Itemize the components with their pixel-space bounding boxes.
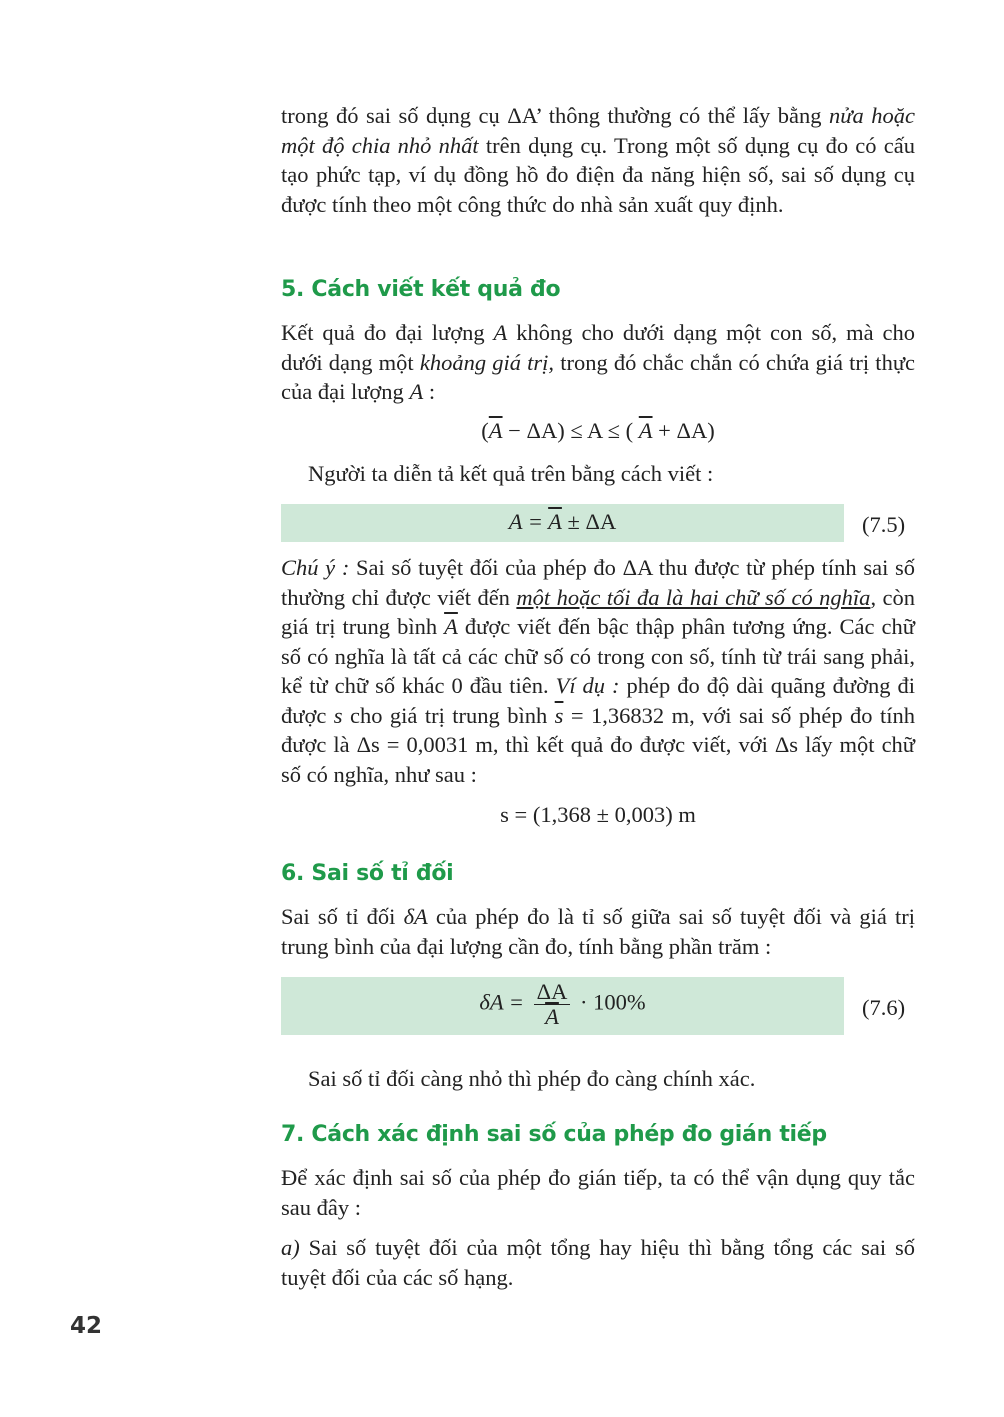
inequality-formula: $(\overline{A} - \Delta A) \le A$ ≤ ( $\overline{A} + \Delta A$) bbox=[481, 418, 715, 443]
page-number: 42 bbox=[70, 1313, 103, 1339]
section-7-paragraph: Để xác định sai số của phép đo gián tiếp, ta có thể vận dụng quy tắc sau đây : bbox=[281, 1165, 915, 1220]
intro-paragraph: trong đó sai số dụng cụ ΔA’ thông thường có thể lấy bằng nửa hoặc một độ chia nhỏ nhất trên dụng cụ. Trong một số dụng cụ đo có cấu tạo phức tạp, ví dụ đồng hồ đo điện đa năng hiện số, sai số dụng cụ được tính theo một công thức do nhà sản xuất quy định. bbox=[281, 103, 915, 217]
equation-number-7-5: (7.5) bbox=[862, 512, 906, 537]
section-6-paragraph: Sai số tỉ đối δA của phép đo là tỉ số giữa sai số tuyệt đối và giá trị trung bình của đại lượng cần đo, tính bằng phần trăm : bbox=[281, 904, 915, 959]
formula-7-5: $A = \overline{A} \pm \Delta A$ bbox=[508, 509, 617, 534]
formula-7-6: δA = $\frac{\Delta A}{A}$ · 100% bbox=[479, 979, 646, 1029]
section-7-heading: 7. Cách xác định sai số của phép đo gián tiếp bbox=[281, 1122, 827, 1147]
note-paragraph: Chú ý : Sai số tuyệt đối của phép đo ΔA thu được từ phép tính sai số thường chỉ được viết đến một hoặc tối đa là hai chữ số có nghĩa, còn giá trị trung bình $\overline{A}$ được viết đến bậc thập phân tương ứng. Các chữ số có nghĩa là tất cả các chữ số có trong con số, tính từ trái sang phải, kể từ chữ số khác 0 đầu tiên. Ví dụ : phép đo độ dài quãng đường đi được s cho giá trị trung bình $\overline{s} = 1,36832$ m, với sai số phép đo tính được là Δs = 0,0031 m, thì kết quả đo được viết, với Δs lấy một chữ số có nghĩa, như sau : bbox=[281, 555, 915, 787]
formula-box-7-6 bbox=[281, 977, 844, 1035]
section-5-paragraph-2: Người ta diễn tả kết quả trên bằng cách viết : bbox=[308, 461, 714, 486]
fraction: $\frac{\Delta A}{A}$ bbox=[534, 980, 571, 1029]
equation-number-7-6: (7.6) bbox=[862, 995, 906, 1020]
result-formula: s = (1,368 ± 0,003) m bbox=[500, 802, 696, 827]
section-6-heading: 6. Sai số tỉ đối bbox=[281, 861, 454, 886]
section-6-paragraph-2: Sai số tỉ đối càng nhỏ thì phép đo càng chính xác. bbox=[308, 1066, 756, 1091]
section-5-paragraph: Kết quả đo đại lượng A không cho dưới dạng một con số, mà cho dưới dạng một khoảng giá trị, trong đó chắc chắn có chứa giá trị thực của đại lượng A : bbox=[281, 320, 915, 404]
section-5-heading: 5. Cách viết kết quả đo bbox=[281, 277, 561, 302]
rule-item-a: a) Sai số tuyệt đối của một tổng hay hiệu thì bằng tổng các sai số tuyệt đối của các số hạng. bbox=[281, 1235, 915, 1290]
formula-box-7-5 bbox=[281, 504, 844, 542]
